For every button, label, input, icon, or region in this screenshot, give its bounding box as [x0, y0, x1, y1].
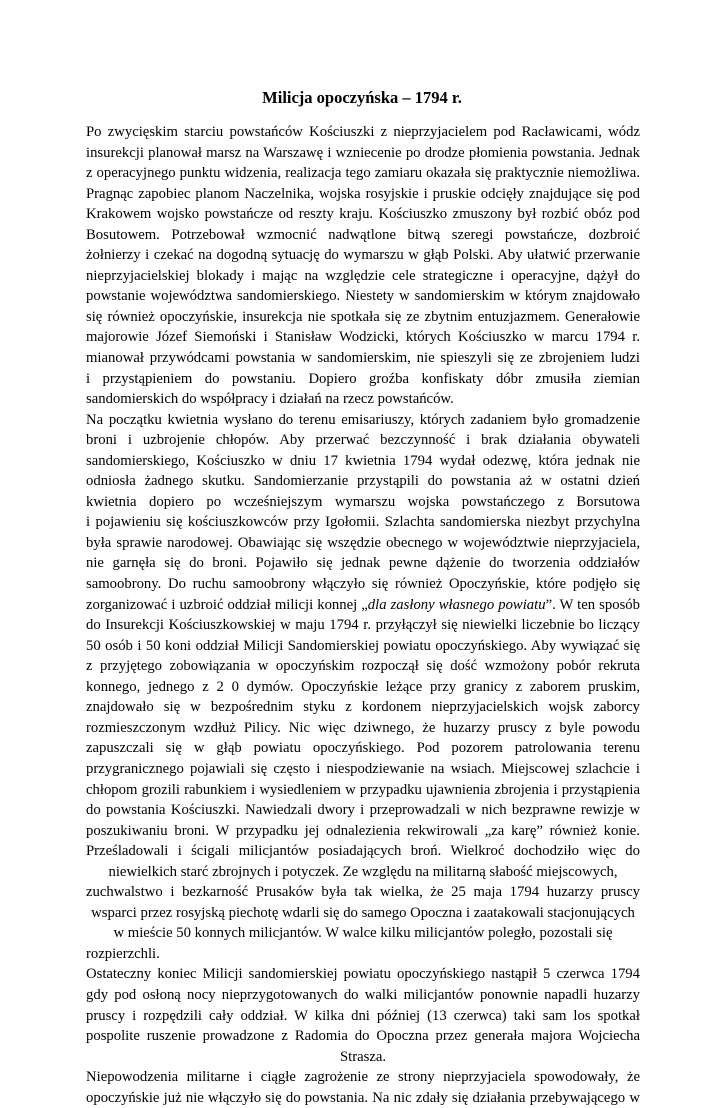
text-line: pruscy i rozpędzili cały oddział. W kilka dni później (13 czerwca) taki sam los spotkał: [86, 1007, 640, 1024]
text-line: samoobrony. Do ruchu samoobrony włączyło się również Opoczyńskie, które podjęło się: [86, 576, 640, 593]
text-line: Ostateczny koniec Milicji sandomierskiej powiatu opoczyńskiego nastąpił 5 czerwca 1794: [86, 966, 640, 983]
text-line: opoczyńskie już nie włączyło się do powstania. Na nic zdały się działania przebywającego w: [86, 1089, 640, 1106]
text-line: chłopom grozili rabunkiem i wysiedleniem w przypadku ujawnienia zbrojenia i przystąpienia: [86, 781, 640, 798]
text-line: Po zwycięskim starciu powstańców Kościuszki z nieprzyjacielem pod Racławicami, wódz: [86, 124, 640, 140]
text-line: i pojawieniu się kościuszkowców przy Igołomii. Szlachta sandomierska niezbyt przychylna: [86, 514, 640, 531]
document-body: [86, 122, 640, 1108]
text-line: 50 osób i 50 koni oddział Milicji Sandomierskiej powiatu opoczyńskiego. Aby wywiązać się: [86, 637, 640, 654]
text-line: Niepowodzenia militarne i ciągłe zagrożenie ze strony nieprzyjaciela spowodowały, że: [86, 1069, 640, 1086]
text-line: kwietnia dopiero po wcześniejszym wymarszu wojska powstańczego z Borsutowa: [86, 493, 640, 510]
text-line: z operacyjnego punktu widzenia, realizacja tego zamiaru okazała się praktycznie niemożliwa.: [86, 165, 640, 182]
text-line: żołnierzy i czekać na dogodną sytuację do wymarszu w głąb Polski. Aby ułatwić przerwanie: [86, 247, 640, 264]
text-line-with-italic: [86, 595, 640, 616]
text-line: w mieście 50 konnych milicjantów. W walce kilku milicjantów poległo, pozostali się: [113, 925, 613, 942]
text-line: Na początku kwietnia wysłano do terenu emisariuszy, których zadaniem było gromadzenie: [86, 411, 640, 428]
text-line: Pragnąc zapobiec planom Naczelnika, wojska rosyjskie i pruskie odcięły znajdujące się pod: [86, 185, 640, 202]
line-end: ”. W ten sposób: [545, 596, 640, 613]
text-line: broni i uzbrojenie chłopów. Aby przerwać bezczynność i brak działania obywateli: [86, 432, 640, 449]
text-line: majorowie Józef Siemoński i Stanisław Wodzicki, których Kościuszko w marcu 1794 r.: [86, 329, 640, 346]
text-line: niewielkich starć zbrojnych i potyczek. Ze względu na militarną słabość miejscowych,: [108, 863, 618, 880]
text-line: sandomierskiego, Kościuszko w dniu 17 kwietnia 1794 wydał odezwę, która jednak nie: [86, 452, 640, 469]
text-line: wsparci przez rosyjską piechotę wdarli się do samego Opoczna i zaatakowali stacjonujących: [91, 904, 635, 921]
text-line: znajdowało się w bezpośrednim styku z kordonem nieprzyjacielskich wojsk zaborcy: [86, 699, 640, 716]
text-line: gdy pod osłoną nocy nieprzygotowanych do walki milicjantów ponownie napadli huzarzy: [86, 986, 640, 1003]
text-line: zuchwalstwo i bezkarność Prusaków była tak wielka, że 25 maja 1794 huzarzy pruscy: [86, 884, 640, 901]
text-line: powstanie województwa sandomierskiego. Niestety w sandomierskim w którym znajdowało: [86, 288, 640, 305]
text-line: konnego, jednego z 2 0 dymów. Opoczyńskie leżące przy granicy z zaborem pruskim,: [86, 678, 640, 695]
line-start: zorganizować i uzbroić oddział milicji konnej „: [86, 596, 368, 613]
paragraph-4: [86, 1067, 640, 1108]
text-line: Bosutowem. Potrzebował wzmocnić nadwątlone bitwą szeregi powstańcze, dozbroić: [86, 226, 640, 243]
text-line: była sprawie narodowej. Obawiając się wszędzie obecnego w województwie nieprzyjaciela,: [86, 534, 640, 551]
text-line: sandomierskich do współpracy i działań na rzecz powstańców.: [86, 391, 454, 408]
text-line: Prześladowali i ścigali milicjantów posiadających broń. Wielkroć dochodziło więc do: [86, 843, 640, 860]
text-line: odniosła żadnego skutku. Sandomierzanie przystąpili do powstania aż w ostatni dzień: [86, 473, 640, 490]
text-line: zapuszczali się w głąb powiatu opoczyńskiego. Pod pozorem patrolowania terenu: [86, 740, 640, 757]
italic-quote: dla zasłony własnego powiatu: [367, 596, 546, 613]
text-line: Strasza.: [339, 1048, 387, 1065]
text-line: z przyjętego zobowiązania w opoczyńskim rozpoczął się dość wzmożony pobór rekruta: [86, 658, 640, 675]
text-line: poszukiwaniu broni. W przypadku jej odnalezienia rekwirowali „za karę” również konie.: [86, 822, 640, 839]
text-line: do Insurekcji Kościuszkowskiej w maju 1794 r. przyłączył się niewielki liczebnie bo liczący: [86, 617, 640, 634]
paragraph-3: [86, 964, 640, 1067]
text-line: insurekcji planował marsz na Warszawę i wzniecenie po drodze płomienia powstania. Jednak: [86, 144, 640, 161]
text-line: nieprzyjacielskiej blokady i mając na względzie cele strategiczne i operacyjne, dążył do: [86, 267, 640, 284]
text-line: i przystąpieniem do powstaniu. Dopiero groźba konfiskaty dóbr zmusiła ziemian: [86, 370, 640, 387]
text-line: do powstania Kościuszki. Nawiedzali dwory i przeprowadzali w nich bezprawne rewizje w: [86, 802, 640, 819]
text-line: Krakowem wojsko powstańcze od reszty kraju. Kościuszko zmuszony był rozbić obóz pod: [86, 206, 640, 223]
text-line: nie garnęła się do broni. Pojawiło się jednak pewne dążenie do tworzenia oddziałów: [86, 555, 640, 572]
text-line: mianował przywódcami powstania w sandomierskim, nie spieszyli się ze zbrojeniem ludzi: [86, 350, 640, 367]
paragraph-2: [86, 410, 640, 965]
paragraph-1: [86, 122, 640, 410]
text-line: pospolite ruszenie prowadzone z Radomia do Opoczna przez generała majora Wojciecha: [86, 1028, 640, 1045]
text-line: się również opoczyńskie, insurekcja nie spotkała się ze zbytnim entuzjazmem. Generałowie: [86, 308, 640, 325]
text-line: przygranicznego pojawiali się często i niespodziewanie na wsiach. Miejscowej szlachcie i: [86, 760, 640, 777]
text-line: rozmieszczonym wzdłuż Pilicy. Nic więc dziwnego, że huzarzy pruscy z byle powodu: [86, 719, 640, 736]
text-line: rozpierzchli.: [86, 945, 160, 962]
document-title: Milicja opoczyńska – 1794 r.: [262, 88, 462, 107]
